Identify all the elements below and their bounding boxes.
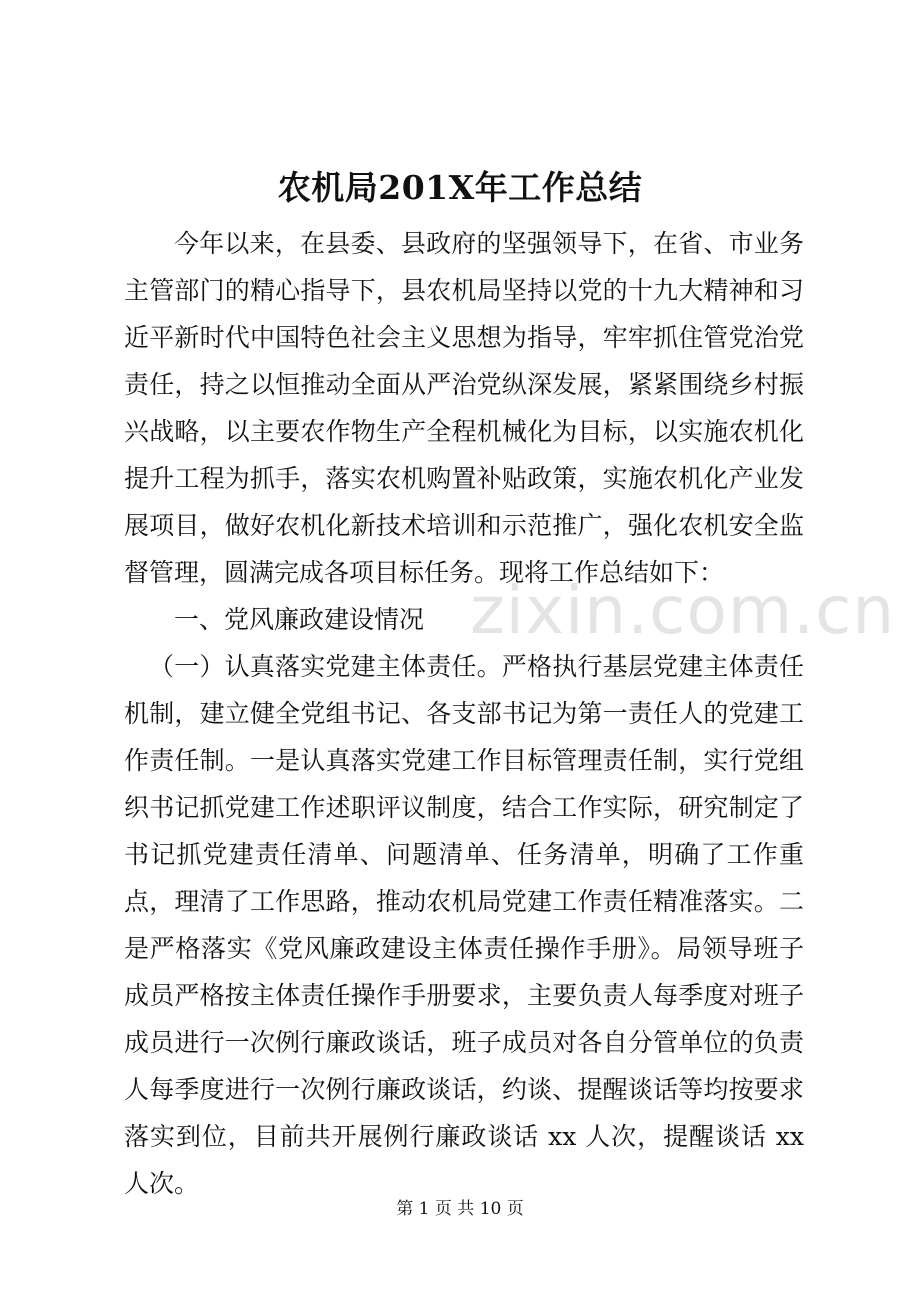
section-paragraph: （一）认真落实党建主体责任。严格执行基层党建主体责任机制，建立健全党组书记、各支部书记为第一责任人的党建工作责任制。一是认真落实党建工作目标管理责任制，实行党组织书记抓党建工作述职评议制度，结合工作实际，研究制定了书记抓党建责任清单、问题清单、任务清单，明确了工作重点，理清了工作思路，推动农机局党建工作责任精准落实。二是严格落实《党风廉政建设主体责任操作手册》。局领导班子成员严格按主体责任操作手册要求，主要负责人每季度对班子成员进行一次例行廉政谈话，班子成员对各自分管单位的负责人每季度进行一次例行廉政谈话，约谈、提醒谈话等均按要求落实到位，目前共开展例行廉政谈话 xx 人次，提醒谈话 xx 人次。 (124, 652, 804, 1198)
watermark: zixin.com.cn (470, 572, 896, 649)
document-title: 农机局201X年工作总结 (277, 168, 643, 207)
page-footer: 第 1 页 共 10 页 (396, 1199, 524, 1219)
document-body (124, 220, 804, 1207)
section-heading: 一、党风廉政建设情况 (174, 605, 425, 634)
intro-paragraph: 今年以来，在县委、县政府的坚强领导下，在省、市业务主管部门的精心指导下，县农机局坚持以党的十九大精神和习近平新时代中国特色社会主义思想为指导，牢牢抓住管党治党责任，持之以恒推动全面从严治党纵深发展，紧紧围绕乡村振兴战略，以主要农作物生产全程机械化为目标，以实施农机化提升工程为抓手，落实农机购置补贴政策，实施农机化产业发展项目，做好农机化新技术培训和示范推广，强化农机安全监督管理，圆满完成各项目标任务。现将工作总结如下： (124, 229, 804, 587)
